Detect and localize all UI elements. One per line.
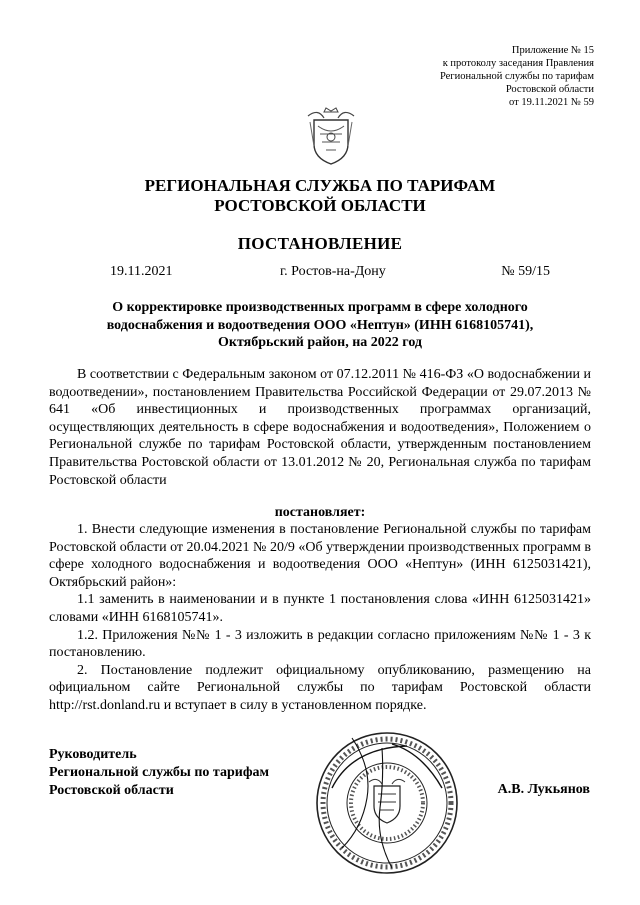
- document-type-title: ПОСТАНОВЛЕНИЕ: [237, 234, 403, 253]
- decree-word: постановляет:: [274, 505, 366, 520]
- preamble-paragraph: В соответствии с Федеральным законом от 07.12.2011 № 416-ФЗ «О водоснабжении и водоотведении», постановлением Правительства Российской Федерации от 29.07.2013 № 641 «Об инвестиционных и производственных программах организаций, осуществляющих деятельность в сфере водоснабжения и водоотведения», Положением о Региональной службе по тарифам Ростовской области, утвержденным постановлением Правительства Ростовской области от 13.01.2012 № 20, Региональная служба по тарифам Ростовской области: [49, 367, 591, 488]
- subject-line: О корректировке производственных программ в сфере холодного: [112, 300, 528, 315]
- official-seal-icon: [312, 728, 462, 878]
- org-name-line: РОСТОВСКОЙ ОБЛАСТИ: [214, 196, 426, 215]
- document-meta: [110, 264, 550, 282]
- org-name-line: РЕГИОНАЛЬНАЯ СЛУЖБА ПО ТАРИФАМ: [144, 176, 496, 195]
- signatory-name: А.В. Лукьянов: [497, 782, 590, 797]
- subject-line: водоснабжения и водоотведения ООО «Нептун» (ИНН 6168105741),: [106, 317, 534, 333]
- org-name: [0, 176, 640, 216]
- appendix-line: Ростовской области: [505, 84, 594, 95]
- clause-1: 1. Внести следующие изменения в постановление Региональной службы по тарифам Ростовской области от 20.04.2021 № 20/9 «Об утверждении производственных программ в сфере холодного водоснабжения и водоотведения ООО «Нептун» (ИНН 6125031421), Октябрьский район»:: [49, 522, 591, 590]
- appendix-line: к протоколу заседания Правления: [442, 58, 594, 69]
- document-city: г. Ростов-на-Дону: [280, 264, 386, 279]
- position-line: Региональной службы по тарифам: [49, 765, 270, 780]
- coat-of-arms-emblem-icon: [306, 106, 356, 168]
- position-line: Ростовской области: [49, 783, 174, 798]
- document-date: 19.11.2021: [110, 264, 173, 279]
- subject-line: Октябрьский район, на 2022 год: [218, 335, 422, 350]
- appendix-line: Приложение № 15: [511, 45, 594, 56]
- clause-1-1: 1.1 заменить в наименовании и в пункте 1 постановления слова «ИНН 6125031421» словами «ИНН 6168105741».: [49, 592, 591, 625]
- position-line: Руководитель: [49, 747, 137, 762]
- document-subject: [60, 299, 580, 352]
- clauses-block: [49, 521, 591, 715]
- clause-1-2: 1.2. Приложения №№ 1 - 3 изложить в редакции согласно приложениям №№ 1 - 3 к постановлению.: [49, 627, 591, 661]
- appendix-line: Региональной службы по тарифам: [439, 71, 594, 82]
- clause-2: 2. Постановление подлежит официальному опубликованию, размещению на официальном сайте Региональной службы по тарифам Ростовской области http://rst.donland.ru и вступает в силу в установленном порядке.: [49, 662, 591, 713]
- appendix-line: от 19.11.2021 № 59: [509, 97, 594, 108]
- preamble-block: [49, 366, 591, 489]
- appendix-note: [440, 44, 594, 109]
- document-number: № 59/15: [501, 264, 550, 279]
- signatory-position: [49, 746, 269, 800]
